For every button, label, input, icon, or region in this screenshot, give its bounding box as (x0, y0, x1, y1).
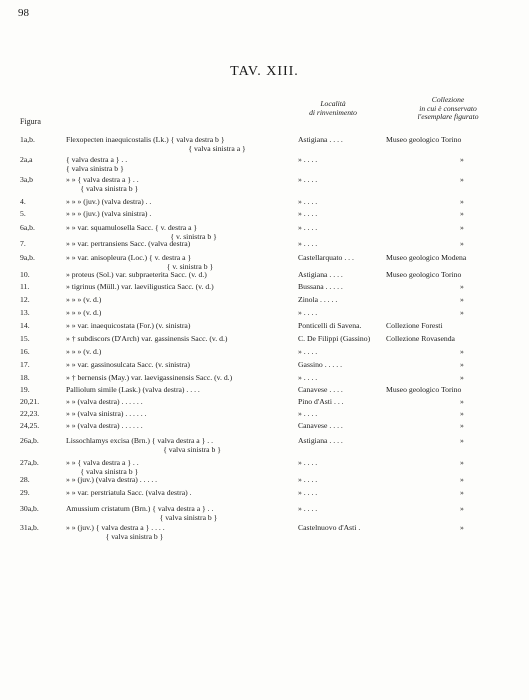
specimen-description: Amussium cristatum (Brn.) { valva destra a } . . (66, 504, 214, 513)
specimen-description: » proteus (Sol.) var. subpraeterita Sacc. (v. d.) (66, 270, 207, 279)
collection: Museo geologico Modena (386, 253, 467, 262)
locality: » . . . . (298, 175, 318, 184)
collection: Museo geologico Torino (386, 270, 462, 279)
locality: » . . . . (298, 197, 318, 206)
collection: » (460, 475, 464, 484)
figure-number: 10. (20, 270, 30, 279)
header-localita-line2: di rinvenimento (309, 107, 357, 117)
plate-title: TAV. XIII. (230, 64, 299, 79)
collection: Collezione Foresti (386, 321, 443, 330)
locality: » . . . . (298, 209, 318, 218)
header-localita (294, 100, 372, 117)
specimen-description: » » » (v. d.) (66, 308, 102, 317)
figure-number: 3a,b (20, 175, 34, 184)
figure-number: 31a,b. (20, 523, 39, 532)
collection: » (460, 523, 464, 532)
locality: » . . . . (298, 409, 318, 418)
locality: Astigiana . . . . (298, 135, 343, 144)
locality: Castellarquato . . . (298, 253, 354, 262)
collection: » (460, 295, 464, 304)
header-collezione (378, 96, 518, 122)
figure-number: 24,25. (20, 421, 40, 430)
collection: » (460, 223, 464, 232)
specimen-description-line2: { valva sinistra b } (159, 513, 218, 522)
figure-number: 28. (20, 475, 30, 484)
collection: Collezione Rovasenda (386, 334, 455, 343)
figure-number: 22,23. (20, 409, 40, 418)
collection: » (460, 308, 464, 317)
specimen-description: » » (valva destra) . . . . . . (66, 397, 143, 406)
specimen-description: » † bernensis (May.) var. laevigassinensis Sacc. (v. d.) (66, 373, 233, 382)
figure-number: 27a,b. (20, 458, 39, 467)
specimen-description: { valva destra a } . . (66, 155, 128, 164)
figure-number: 4. (20, 197, 26, 206)
figure-number: 20,21. (20, 397, 40, 406)
specimen-description: » » (valva sinistra) . . . . . . (66, 409, 147, 418)
locality: » . . . . (298, 458, 318, 467)
collection: Museo geologico Torino (386, 135, 462, 144)
specimen-description: » » » (juv.) (valva destra) . . (66, 197, 152, 206)
locality: Castelnuovo d'Asti . (298, 523, 361, 532)
specimen-description: » » var. perstriatula Sacc. (valva destra) . (66, 488, 192, 497)
locality: » . . . . (298, 155, 318, 164)
figure-number: 2a,a (20, 155, 33, 164)
header-figura: Figura (20, 117, 41, 126)
locality: Astigiana . . . . (298, 270, 343, 279)
locality: Pino d'Asti . . . (298, 397, 344, 406)
specimen-description: » » var. gassinosulcata Sacc. (v. sinistra) (66, 360, 190, 369)
specimen-description-line2: { valva sinistra b } (80, 184, 139, 193)
specimen-description-line2: { v. sinistra b } (166, 262, 214, 271)
figure-number: 17. (20, 360, 30, 369)
locality: » . . . . (298, 504, 318, 513)
collection: » (460, 421, 464, 430)
specimen-description-line2: { valva sinistra b } (80, 467, 139, 476)
collection: » (460, 360, 464, 369)
figure-number: 5. (20, 209, 26, 218)
figure-number: 30a,b. (20, 504, 39, 513)
specimen-description: » » { valva destra a } . . (66, 175, 139, 184)
collection: » (460, 282, 464, 291)
collection: » (460, 504, 464, 513)
locality: Bussana . . . . . (298, 282, 343, 291)
specimen-description: Palliolum simile (Lask.) (valva destra) . . . . (66, 385, 200, 394)
locality: Gassino . . . . . (298, 360, 342, 369)
specimen-description-line2: { valva sinistra b } (66, 164, 124, 173)
header-collezione-line1: Collezione (431, 95, 465, 104)
header-collezione-line3: l'esemplare figurato (417, 112, 479, 122)
locality: » . . . . (298, 373, 318, 382)
figure-number: 6a,b. (20, 223, 35, 232)
figure-number: 11. (20, 282, 30, 291)
specimen-description: » » » (v. d.) (66, 347, 102, 356)
collection: » (460, 209, 464, 218)
specimen-description: » † subdiscors (D'Arch) var. gassinensis Sacc. (v. d.) (66, 334, 228, 343)
collection: » (460, 436, 464, 445)
locality: » . . . . (298, 347, 318, 356)
specimen-description: » » » (v. d.) (66, 295, 102, 304)
specimen-description: Lissochlamys excisa (Brn.) { valva destra a } . . (66, 436, 213, 445)
collection: Museo geologico Torino (386, 385, 462, 394)
locality: Canavese . . . . (298, 421, 343, 430)
figure-number: 19. (20, 385, 30, 394)
figure-number: 9a,b. (20, 253, 35, 262)
locality: » . . . . (298, 488, 318, 497)
specimen-description: » » var. squamulosella Sacc. { v. destra a } (66, 223, 198, 232)
specimen-description: » » var. inaequicostata (For.) (v. sinistra) (66, 321, 191, 330)
specimen-description-line2: { valva sinistra b } (105, 532, 164, 541)
locality: Ponticelli di Savena. (298, 321, 362, 330)
locality: Canavese . . . . (298, 385, 343, 394)
specimen-description: Flexopecten inaequicostalis (Lk.) { valva destra b } (66, 135, 225, 144)
figure-number: 7. (20, 239, 26, 248)
header-localita-line1: Località (320, 99, 346, 108)
locality: » . . . . (298, 475, 318, 484)
locality: » . . . . (298, 223, 318, 232)
specimen-description: » » { valva destra a } . . (66, 458, 139, 467)
locality: Zinola . . . . . (298, 295, 338, 304)
specimen-description: » » (valva destra) . . . . . . (66, 421, 143, 430)
specimen-description-line2: { valva sinistra a } (188, 144, 246, 153)
figure-number: 18. (20, 373, 30, 382)
figure-number: 13. (20, 308, 30, 317)
specimen-description-line2: { v. sinistra b } (170, 232, 217, 241)
collection: » (460, 197, 464, 206)
collection: » (460, 347, 464, 356)
collection: » (460, 155, 464, 164)
specimen-description-line2: { valva sinistra b } (163, 445, 221, 454)
specimen-description: » » var. pertransiens Sacc. (valva destra) (66, 239, 191, 248)
collection: » (460, 488, 464, 497)
collection: » (460, 409, 464, 418)
header-collezione-line2: in cui è conservato (419, 103, 477, 113)
specimen-description: » » var. anisopleura (Loc.) { v. destra a } (66, 253, 192, 262)
specimen-description: » » (juv.) { valva destra a } . . . . (66, 523, 165, 532)
collection: » (460, 373, 464, 382)
specimen-description: » » (juv.) (valva destra) . . . . . (66, 475, 158, 484)
figure-number: 15. (20, 334, 30, 343)
figure-number: 26a,b. (20, 436, 39, 445)
locality: » . . . . (298, 308, 318, 317)
figure-number: 29. (20, 488, 30, 497)
page-number: 98 (18, 7, 29, 19)
figure-number: 1a,b. (20, 135, 35, 144)
figure-number: 14. (20, 321, 30, 330)
locality: » . . . . (298, 239, 318, 248)
locality: Astigiana . . . . (298, 436, 343, 445)
locality: C. De Filippi (Gassino) (298, 334, 371, 343)
collection: » (460, 175, 464, 184)
specimen-description: » tigrinus (Müll.) var. laeviligustica Sacc. (v. d.) (66, 282, 214, 291)
collection: » (460, 458, 464, 467)
collection: » (460, 239, 464, 248)
collection: » (460, 397, 464, 406)
figure-number: 16. (20, 347, 30, 356)
specimen-description: » » » (juv.) (valva sinistra) . (66, 209, 152, 218)
figure-number: 12. (20, 295, 30, 304)
